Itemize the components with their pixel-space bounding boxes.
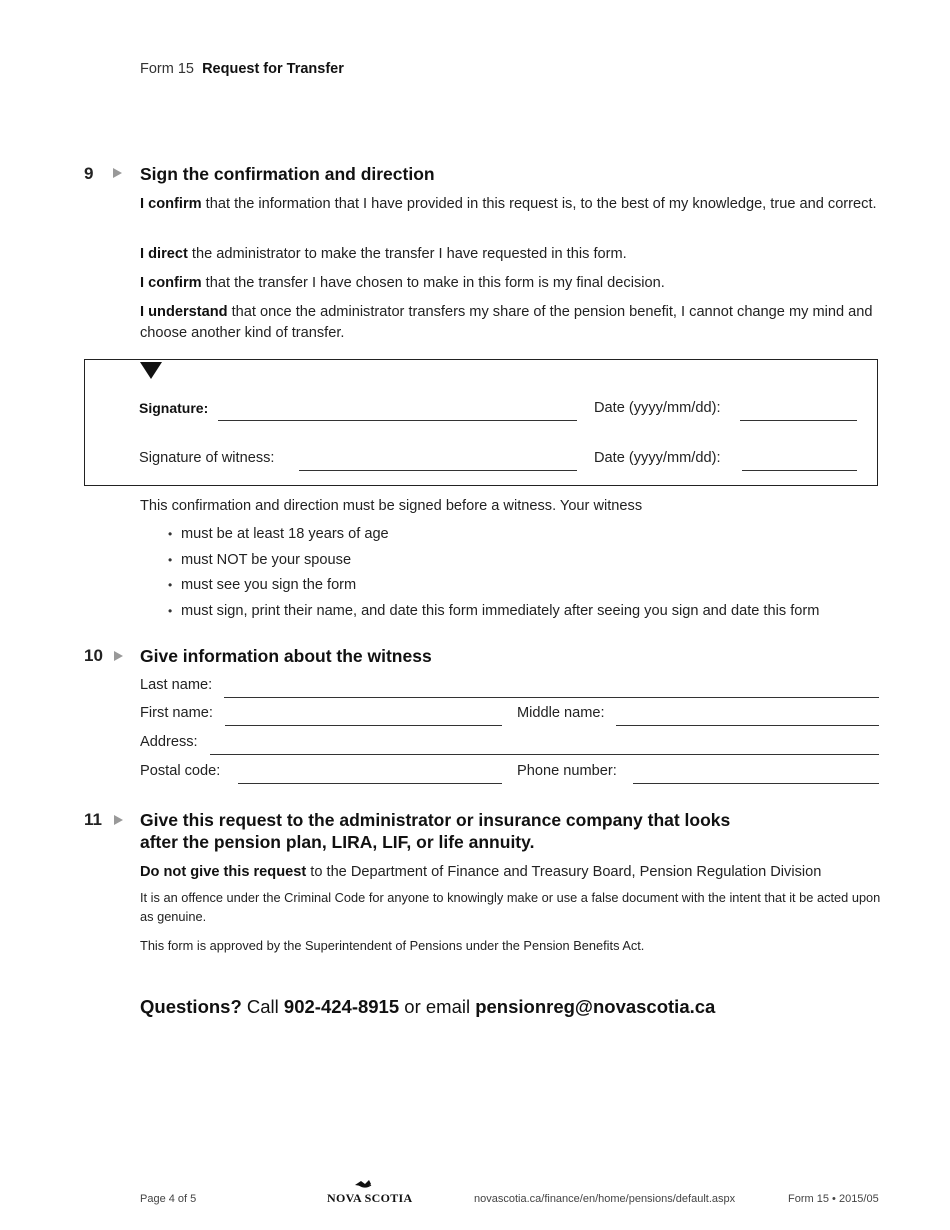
witness-requirement: must see you sign the form xyxy=(181,577,357,593)
section-10-title: Give information about the witness xyxy=(140,646,432,666)
witness-date-field[interactable] xyxy=(742,470,857,471)
signature-date-label: Date (yyyy/mm/dd): xyxy=(594,400,721,416)
statement-direct-transfer: I direct the administrator to make the transfer I have requested in this form. xyxy=(140,246,627,262)
section-11-title-line2: after the pension plan, LIRA, LIF, or life annuity. xyxy=(140,832,535,852)
phone-number-field[interactable] xyxy=(633,783,879,784)
witness-intro: This confirmation and direction must be signed before a witness. Your witness xyxy=(140,498,643,514)
bullet: • xyxy=(168,604,173,618)
statement-confirm-info: I confirm that the information that I have provided in this request is, to the best of my knowledge, true and correct. xyxy=(140,196,877,212)
address-field[interactable] xyxy=(210,754,879,755)
section-9-number: 9 xyxy=(84,164,94,183)
page-number: Page 4 of 5 xyxy=(140,1193,197,1205)
statement-confirm-final: I confirm that the transfer I have chosen to make in this form is my final decision. xyxy=(140,275,665,291)
contact-phone: 902-424-8915 xyxy=(283,996,400,1017)
witness-signature-label: Signature of witness: xyxy=(139,450,275,466)
address-label: Address: xyxy=(140,734,198,750)
footer-url[interactable]: novascotia.ca/finance/en/home/pensions/default.aspx xyxy=(474,1193,736,1205)
section-9-title: Sign the confirmation and direction xyxy=(140,164,435,184)
nova-scotia-logo: NOVA SCOTIA xyxy=(327,1185,412,1200)
witness-date-label: Date (yyyy/mm/dd): xyxy=(594,450,721,466)
bullet: • xyxy=(168,527,173,541)
statement-understand: I understand that once the administrator transfers my share of the pension benefit, I cannot change my mind and choose another kind of transfer. xyxy=(140,304,873,341)
signature-box xyxy=(84,359,878,486)
questions-contact: Questions? Call 902-424-8915 or email pensionreg@novascotia.ca xyxy=(140,996,716,1017)
last-name-label: Last name: xyxy=(140,677,213,693)
postal-code-field[interactable] xyxy=(238,783,502,784)
witness-signature-field[interactable] xyxy=(299,470,577,471)
signature-field[interactable] xyxy=(218,420,577,421)
form-header xyxy=(140,61,344,77)
sign-here-arrow-icon xyxy=(140,362,162,379)
phone-number-label: Phone number: xyxy=(517,763,617,779)
offence-notice: It is an offence under the Criminal Code for anyone to knowingly make or use a false document with the intent that it be acted upon as genuine. xyxy=(140,890,881,924)
middle-name-label: Middle name: xyxy=(517,705,605,721)
form-title: Request for Transfer xyxy=(202,61,344,77)
approval-notice: This form is approved by the Superintendent of Pensions under the Pension Benefits Act. xyxy=(140,938,645,953)
postal-code-label: Postal code: xyxy=(140,763,221,779)
witness-requirement: must sign, print their name, and date this form immediately after seeing you sign and date this form xyxy=(181,603,820,619)
first-name-field[interactable] xyxy=(225,725,502,726)
section-11-number: 11 xyxy=(84,810,102,829)
signature-date-field[interactable] xyxy=(740,420,857,421)
section-11-title-line1: Give this request to the administrator or insurance company that looks xyxy=(140,810,731,830)
section-arrow-icon xyxy=(114,651,123,661)
last-name-field[interactable] xyxy=(224,697,879,698)
witness-requirement: must NOT be your spouse xyxy=(181,552,352,568)
signature-label: Signature: xyxy=(139,400,209,416)
do-not-give-notice: Do not give this request to the Department of Finance and Treasury Board, Pension Regulation Division xyxy=(140,864,822,880)
first-name-label: First name: xyxy=(140,705,213,721)
middle-name-field[interactable] xyxy=(616,725,879,726)
form-number: Form 15 xyxy=(140,61,194,77)
witness-requirement: must be at least 18 years of age xyxy=(181,526,389,542)
contact-email[interactable]: pensionreg@novascotia.ca xyxy=(475,996,716,1017)
bullet: • xyxy=(168,578,173,592)
section-arrow-icon xyxy=(114,815,123,825)
bullet: • xyxy=(168,553,173,567)
section-arrow-icon xyxy=(113,168,122,178)
section-10-number: 10 xyxy=(84,646,103,665)
footer-form-version: Form 15 • 2015/05 xyxy=(788,1193,879,1205)
